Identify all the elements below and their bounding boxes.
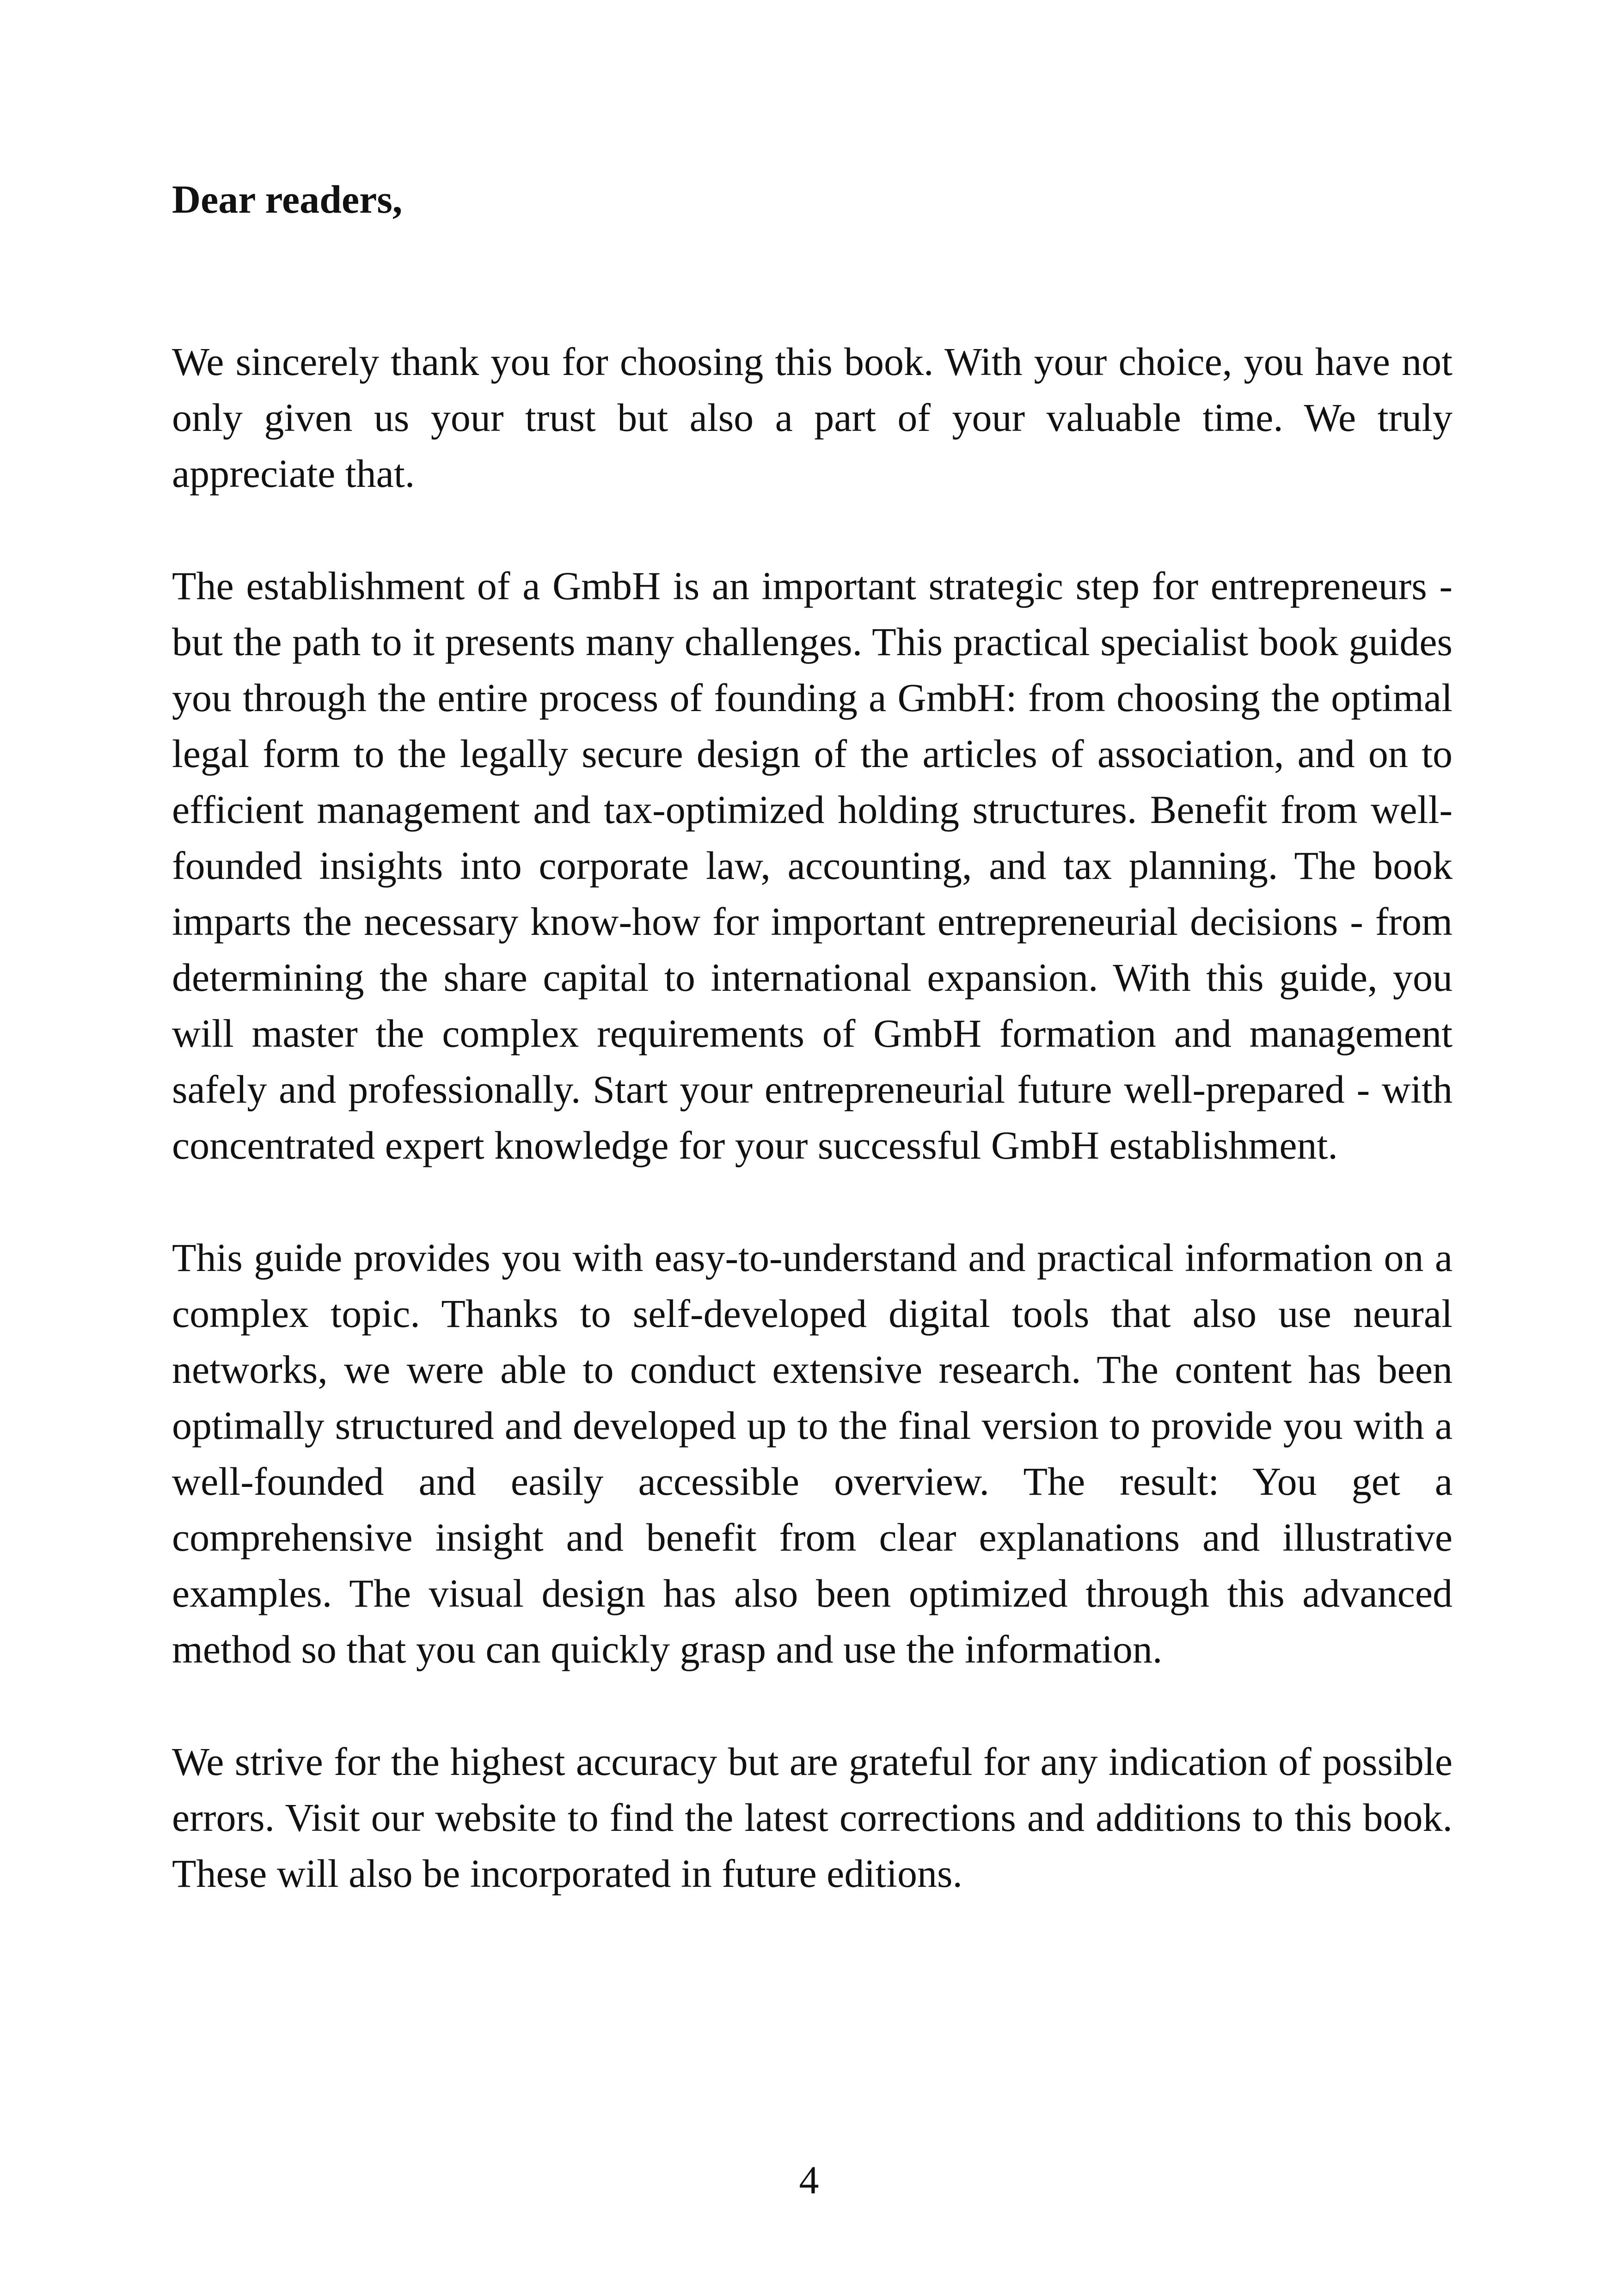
paragraph-book-overview: The establishment of a GmbH is an important strategic step for entrepreneurs - but the path to it presents many challenges. This practical specialist book guides you through the entire process of founding a GmbH: from choosing the optimal legal form to the legally secure design of the articles of association, and on to efficient management and tax-optimized holding structures. Benefit from well-founded insights into corporate law, accounting, and tax planning. The book imparts the necessary know-how for important entrepreneurial decisions - from determining the share capital to international expansion. With this guide, you will master the complex requirements of GmbH formation and management safely and professionally. Start your entrepreneurial future well-prepared - with concentrated expert knowledge for your successful GmbH establishment. — [172, 564, 1453, 1167]
paragraph-thanks: We sincerely thank you for choosing this book. With your choice, you have not only given us your trust but also a part of your valuable time. We truly appreciate that. — [172, 339, 1453, 496]
paragraph-guide-method: This guide provides you with easy-to-understand and practical information on a complex topic. Thanks to self-developed digital tools that also use neural networks, we were able to conduct extensive research. The content has been optimally structured and developed up to the final version to provide you with a well-founded and easily accessible overview. The result: You get a comprehensive insight and benefit from clear explanations and illustrative examples. The visual design has also been optimized through this advanced method so that you can quickly grasp and use the information. — [172, 1235, 1453, 1671]
salutation-heading: Dear readers, — [172, 177, 403, 221]
page-body — [172, 171, 1453, 1902]
page-number: 4 — [799, 2158, 819, 2202]
paragraph-errata: We strive for the highest accuracy but are grateful for any indication of possible errors. Visit our website to find the latest corrections and additions to this book. These will also be incorporated in future editions. — [172, 1739, 1453, 1896]
